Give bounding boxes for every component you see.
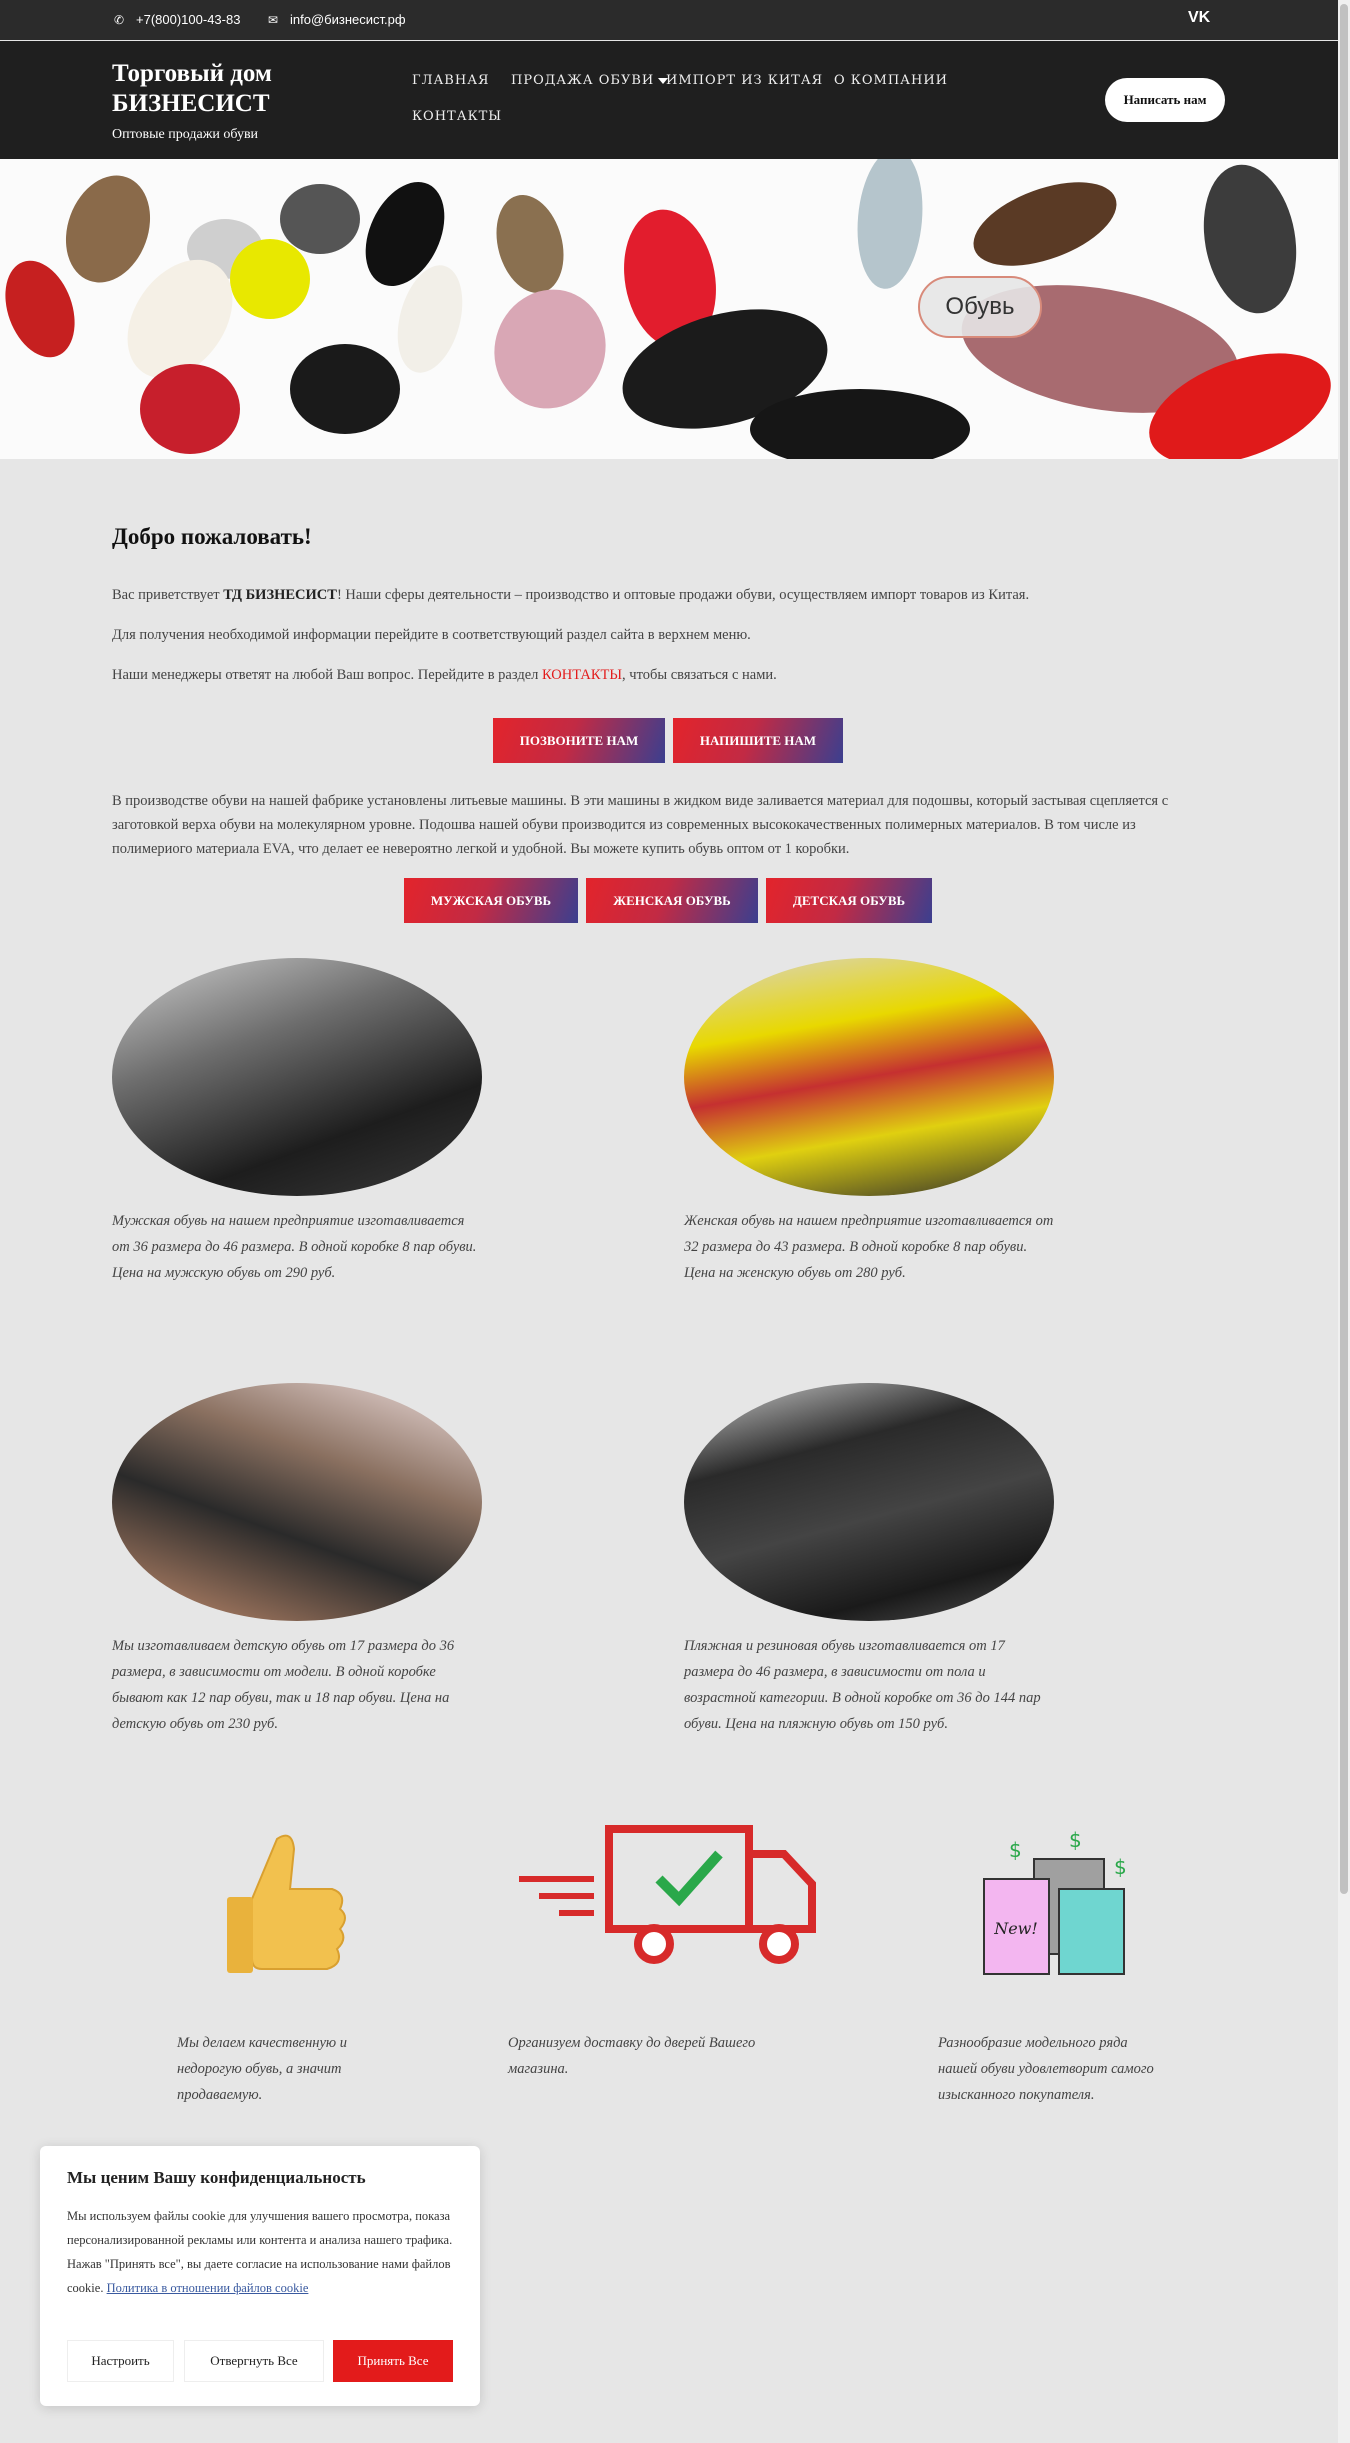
nav-home[interactable]: ГЛАВНАЯ — [412, 73, 490, 88]
cookie-title: Мы ценим Вашу конфиденциальность — [67, 2168, 366, 2187]
nav-about[interactable]: О КОМПАНИИ — [834, 73, 949, 88]
kids-shoes-photo — [112, 1383, 482, 1621]
womens-shoes-button[interactable]: ЖЕНСКАЯ ОБУВЬ — [586, 878, 758, 923]
shopping-bags-icon — [964, 1829, 1149, 1979]
mens-shoes-photo — [112, 958, 482, 1196]
variety-feature-caption: Разнообразие модельного ряда нашей обуви удовлетворит самого изысканного покупателя. — [938, 2035, 1154, 2103]
nav-contacts[interactable]: КОНТАКТЫ — [412, 109, 503, 124]
intro-company-name: ТД БИЗНЕСИСТ — [223, 587, 337, 603]
brand-logo[interactable] — [112, 59, 272, 143]
contacts-link[interactable]: КОНТАКТЫ — [542, 667, 623, 683]
top-bar — [0, 0, 1338, 40]
kids-shoes-caption: Мы изготавливаем детскую обувь от 17 размера до 36 размера, в зависимости от модели. В одной коробке бывают как 12 пар обуви, так и 18 пар обуви. Цена на детскую обувь от 230 руб. — [112, 1638, 455, 1732]
vk-icon[interactable]: VK — [1188, 9, 1211, 26]
delivery-feature-caption: Организуем доставку до дверей Вашего магазина. — [508, 2035, 756, 2077]
delivery-truck-icon — [514, 1824, 819, 1969]
intro-text-end: ! Наши сферы деятельности – производство и оптовые продажи обуви, осуществляем импорт товаров из Китая. — [336, 587, 1030, 603]
nav-shoe-sales[interactable] — [511, 73, 668, 88]
intro-paragraph — [112, 583, 1029, 607]
cookie-description: Мы используем файлы cookie для улучшения вашего просмотра, показа персонализированной рекламы или контента и анализа нашего трафика. Нажав "Принять все", вы даете согласие на использование нами файлов cookie. — [67, 2209, 453, 2295]
womens-shoes-caption: Женская обувь на нашем предприятие изготавливается от 32 размера до 43 размера. В одной коробке 8 пар обуви. Цена на женскую обувь от 280 руб. — [684, 1213, 1054, 1281]
brand-name-line2: БИЗНЕСИСТ — [112, 90, 270, 117]
mens-shoes-caption: Мужская обувь на нашем предприятие изготавливается от 36 размера до 46 размера. В одной коробке 8 пар обуви. Цена на мужскую обувь от 290 руб. — [112, 1213, 477, 1281]
cookie-accept-button[interactable]: Принять Все — [333, 2340, 453, 2382]
kids-shoes-button[interactable]: ДЕТСКАЯ ОБУВЬ — [766, 878, 932, 923]
welcome-title: Добро пожаловать! — [112, 524, 312, 549]
thumbs-up-icon — [222, 1829, 352, 1994]
phone-number[interactable]: +7(800)100-43-83 — [136, 12, 241, 27]
svg-text:$: $ — [1069, 1829, 1082, 1852]
nav-china-import[interactable]: ИМПОРТ ИЗ КИТАЯ — [666, 73, 824, 88]
mens-shoes-button[interactable]: МУЖСКАЯ ОБУВЬ — [404, 878, 578, 923]
scrollbar-thumb[interactable] — [1340, 4, 1348, 1894]
beach-shoes-caption: Пляжная и резиновая обувь изготавливается от 17 размера до 46 размера, в зависимости от пола и возрастной категории. В одной коробке от 36 до 144 пар обуви. Цена на пляжную обувь от 150 руб. — [684, 1638, 1041, 1732]
cookie-customize-button[interactable]: Настроить — [67, 2340, 174, 2382]
cookie-text — [67, 2204, 453, 2300]
contact-hint-start: Наши менеджеры ответят на любой Ваш вопрос. Перейдите в раздел — [112, 667, 542, 683]
womens-shoes-photo — [684, 958, 1054, 1196]
write-us-button[interactable]: Написать нам — [1105, 78, 1225, 122]
email-address[interactable]: info@бизнесист.рф — [290, 12, 406, 27]
contact-hint-paragraph — [112, 663, 777, 687]
svg-text:$: $ — [1114, 1855, 1127, 1879]
brand-name-line1: Торговый дом — [112, 60, 272, 87]
svg-text:$: $ — [1009, 1838, 1022, 1862]
intro-text-start: Вас приветствует — [112, 587, 224, 603]
quality-feature-caption: Мы делаем качественную и недорогую обувь, а значит продаваемую. — [177, 2035, 348, 2103]
phone-contact[interactable] — [112, 12, 240, 27]
cookie-reject-button[interactable]: Отвергнуть Все — [184, 2340, 324, 2382]
call-us-button[interactable]: ПОЗВОНИТЕ НАМ — [493, 718, 665, 763]
write-us-section-button[interactable]: НАПИШИТЕ НАМ — [673, 718, 843, 763]
contact-hint-end: , чтобы связаться с нами. — [622, 667, 777, 683]
hero-banner — [0, 159, 1338, 459]
phone-icon: ✆ — [113, 12, 125, 27]
cookie-consent-dialog — [40, 2146, 480, 2406]
brand-tagline: Оптовые продажи обуви — [112, 127, 259, 142]
svg-text:New!: New! — [994, 1919, 1038, 1938]
beach-shoes-photo — [684, 1383, 1054, 1621]
banner-label: Обувь — [918, 276, 1042, 338]
nav-shoe-sales-label: ПРОДАЖА ОБУВИ — [511, 73, 655, 88]
envelope-icon: ✉ — [267, 12, 279, 27]
email-contact[interactable] — [266, 12, 406, 27]
cookie-policy-link[interactable]: Политика в отношении файлов cookie — [106, 2281, 309, 2295]
shoes-collage-image — [0, 159, 1338, 459]
navigation-hint-paragraph: Для получения необходимой информации перейдите в соответствующий раздел сайта в верхнем меню. — [112, 627, 751, 643]
site-header — [0, 41, 1338, 159]
production-paragraph: В производстве обуви на нашей фабрике установлены литьевые машины. В эти машины в жидком виде заливается материал для подошвы, который застывая сцепляется с заготовкой верха обуви на молекулярном уровне. Подошва нашей обуви производится из современных высококачественных полимерных материалов. В том числе из полимериого материала EVA, что делает ее невероятно легкой и удобной. Вы можете купить обувь оптом от 1 коробки. — [112, 793, 1169, 857]
page-scrollbar[interactable] — [1338, 0, 1350, 2443]
